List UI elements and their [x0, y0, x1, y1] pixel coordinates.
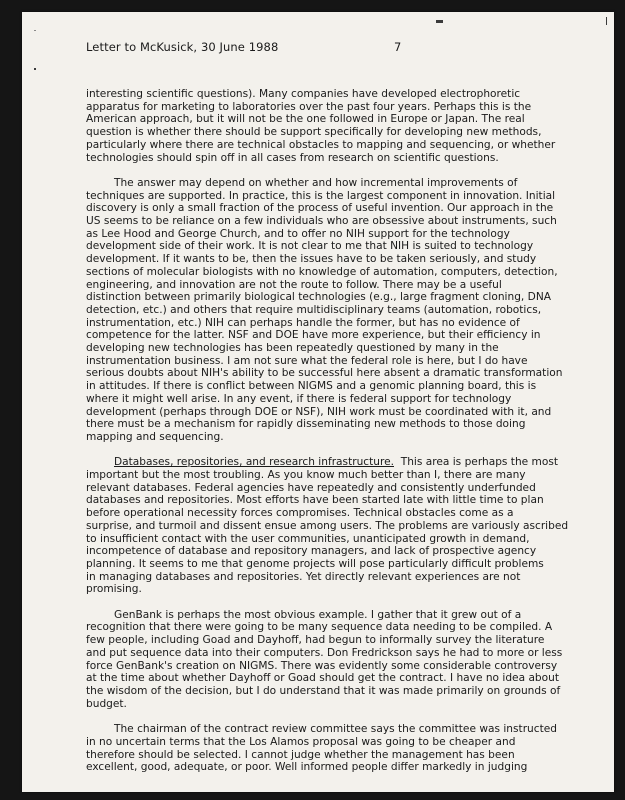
text-line: planning. It seems to me that genome projects will pose particularly difficult problems	[86, 557, 544, 570]
text-line: in managing databases and repositories. Yet directly relevant experiences are not	[86, 570, 521, 583]
text-line: the wisdom of the decision, but I do understand that it was made primarily on grounds of	[86, 685, 561, 697]
text-line: before operational necessity forces compromises. Technical obstacles come as a	[86, 507, 514, 520]
text-line: technologies should spin off in all cases from research on scientific questions.	[86, 151, 499, 164]
text-line: discovery is only a small fraction of the process of useful invention. Our approach in the	[86, 202, 554, 215]
text-line: recognition that there were going to be many sequence data needing to be compiled. A	[86, 621, 553, 634]
text-line: where it might well arise. In any event, if there is federal support for technology	[86, 392, 512, 405]
text-line: The answer may depend on whether and how incremental improvements of	[114, 176, 518, 189]
text-line: therefore should be selected. I cannot judge whether the management has been	[86, 748, 515, 761]
text-line: databases and repositories. Most efforts have been started late with little time to plan	[86, 494, 544, 507]
text-line-rest: This area is perhaps the most	[394, 456, 559, 469]
letter-header: Letter to McKusick, 30 June 1988	[86, 40, 279, 54]
text-line: competence for the latter. NSF and DOE have more experience, but their efficiency in	[86, 329, 541, 342]
text-line	[86, 456, 558, 469]
text-line: developing new technologies has been repeatedly questioned by many in the	[86, 342, 499, 355]
text-line: incompetence of database and repository managers, and lack of prospective agency	[86, 545, 537, 558]
text-line: apparatus for marketing to laboratories over the past four years. Perhaps this is the	[86, 100, 532, 113]
scan-mark	[436, 20, 443, 23]
text-line: important but the most troubling. As you know much better than I, there are many	[86, 469, 526, 482]
text-line: in attitudes. If there is conflict between NIGMS and a genomic planning board, this is	[86, 380, 537, 393]
text-line: at the time about whether Dayhoff or Goad should get the contract. I have no idea about	[86, 672, 560, 685]
text-line: question is whether there should be support specifically for developing new methods,	[86, 126, 542, 139]
text-line: detection, etc.) and others that require multidisciplinary teams (automation, robotics,	[86, 303, 542, 316]
text-line: techniques are supported. In practice, this is the largest component in innovation. Initial	[86, 189, 556, 202]
text-line: few people, including Goad and Dayhoff, had begun to informally survey the literature	[86, 634, 545, 647]
document-page	[22, 12, 614, 792]
scan-mark	[34, 30, 36, 31]
text-line: budget.	[86, 697, 127, 710]
letter-body	[86, 88, 569, 787]
scan-mark	[606, 17, 607, 25]
paragraph	[86, 723, 558, 774]
text-line: relevant databases. Federal agencies have repeatedly and consistently underfunded	[86, 481, 536, 494]
text-line: development (perhaps through DOE or NSF), NIH work must be coordinated with it, and	[86, 405, 552, 418]
text-line: GenBank is perhaps the most obvious example. I gather that it grew out of a	[114, 608, 522, 621]
text-line: mapping and sequencing.	[86, 430, 224, 443]
scan-mark	[34, 68, 36, 70]
text-line: instrumentation, etc.) NIH can perhaps handle the former, but has no evidence of	[86, 316, 520, 329]
text-line: force GenBank's creation on NIGMS. There was evidently some considerable controversy	[86, 659, 558, 672]
page-number: 7	[394, 40, 402, 54]
text-line: development side of their work. It is not clear to me that NIH is suited to technology	[86, 240, 534, 253]
section-heading: Databases, repositories, and research infrastructure.	[114, 456, 394, 469]
text-line: as Lee Hood and George Church, and to offer no NIH support for the technology	[86, 227, 510, 240]
text-line: sections of molecular biologists with no knowledge of automation, computers, detection,	[86, 265, 558, 278]
text-line: to insufficient contact with the user communities, unanticipated growth in demand,	[86, 532, 530, 545]
text-line: excellent, good, adequate, or poor. Well informed people differ markedly in judging	[86, 761, 528, 774]
paragraph	[86, 176, 563, 444]
text-line: instrumentation business. I am not sure what the federal role is here, but I do have	[86, 354, 528, 367]
text-line: surprise, and turmoil and dissent ensue among users. The problems are variously ascribed	[86, 519, 569, 532]
paragraph	[86, 608, 563, 711]
text-line: development. If it wants to be, then the issues have to be taken seriously, and study	[86, 253, 537, 266]
text-line: US seems to be reliance on a few individuals who are obsessive about instruments, such	[86, 215, 557, 228]
text-line: distinction between primarily biological technologies (e.g., large fragment cloning, DNA	[86, 291, 551, 304]
text-line: promising.	[86, 583, 142, 596]
text-line: in no uncertain terms that the Los Alamos proposal was going to be cheaper and	[86, 735, 516, 748]
text-line: The chairman of the contract review committee says the committee was instructed	[114, 723, 557, 736]
text-line: serious doubts about NIH's ability to be successful here absent a dramatic transformation	[86, 367, 563, 380]
text-line: particularly where there are technical obstacles to mapping and sequencing, or whether	[86, 138, 556, 151]
text-line: and put sequence data into their computers. Don Fredrickson says he had to more or less	[86, 646, 563, 659]
text-line: American approach, but it will not be the one followed in Europe or Japan. The real	[86, 113, 525, 126]
text-line: engineering, and innovation are not the route to follow. There may be a useful	[86, 278, 502, 291]
text-line: interesting scientific questions). Many companies have developed electrophoretic	[86, 88, 521, 100]
text-line: there must be a mechanism for rapidly disseminating new methods to those doing	[86, 418, 526, 431]
paragraph	[86, 456, 569, 596]
paragraph	[86, 88, 558, 164]
